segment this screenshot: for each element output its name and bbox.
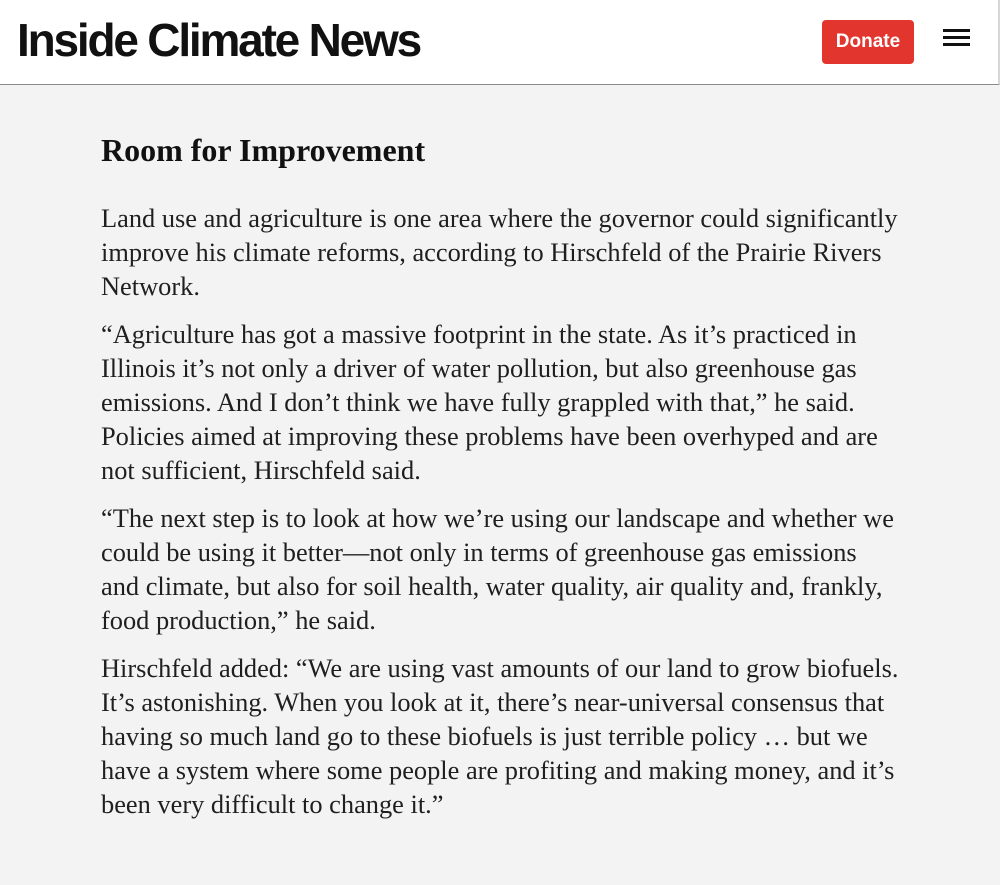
article-paragraph: “The next step is to look at how we’re using our landscape and whether we could be using it better—not only in terms of greenhouse gas emissions and climate, but also for soil health, water quality, air quality and, frankly, food production,” he said. — [101, 503, 894, 635]
menu-bar-line — [943, 36, 970, 39]
article-body — [101, 126, 901, 835]
section-heading: Room for Improvement — [101, 132, 426, 168]
menu-bar-line — [943, 43, 970, 46]
article-paragraph: Land use and agriculture is one area where the governor could significantly improve his climate reforms, according to Hirschfeld of the Prairie Rivers Network. — [101, 203, 898, 301]
hamburger-menu-icon[interactable] — [940, 26, 972, 50]
article-paragraph: “Agriculture has got a massive footprint in the state. As it’s practiced in Illinois it’s not only a driver of water pollution, but also greenhouse gas emissions. And I don’t think we have fully grappled with that,” he said. Policies aimed at improving these problems have been overhyped and are not sufficient, Hirschfeld said. — [101, 319, 878, 485]
menu-bar-line — [943, 29, 970, 32]
article-paragraph: Hirschfeld added: “We are using vast amounts of our land to grow biofuels. It’s astonishing. When you look at it, there’s near-universal consensus that having so much land go to these biofuels is just terrible policy … but we have a system where some people are profiting and making money, and it’s been very difficult to change it.” — [101, 653, 899, 819]
site-logo[interactable]: Inside Climate News — [17, 14, 421, 66]
donate-button[interactable]: Donate — [822, 20, 914, 64]
site-header — [0, 0, 1000, 85]
